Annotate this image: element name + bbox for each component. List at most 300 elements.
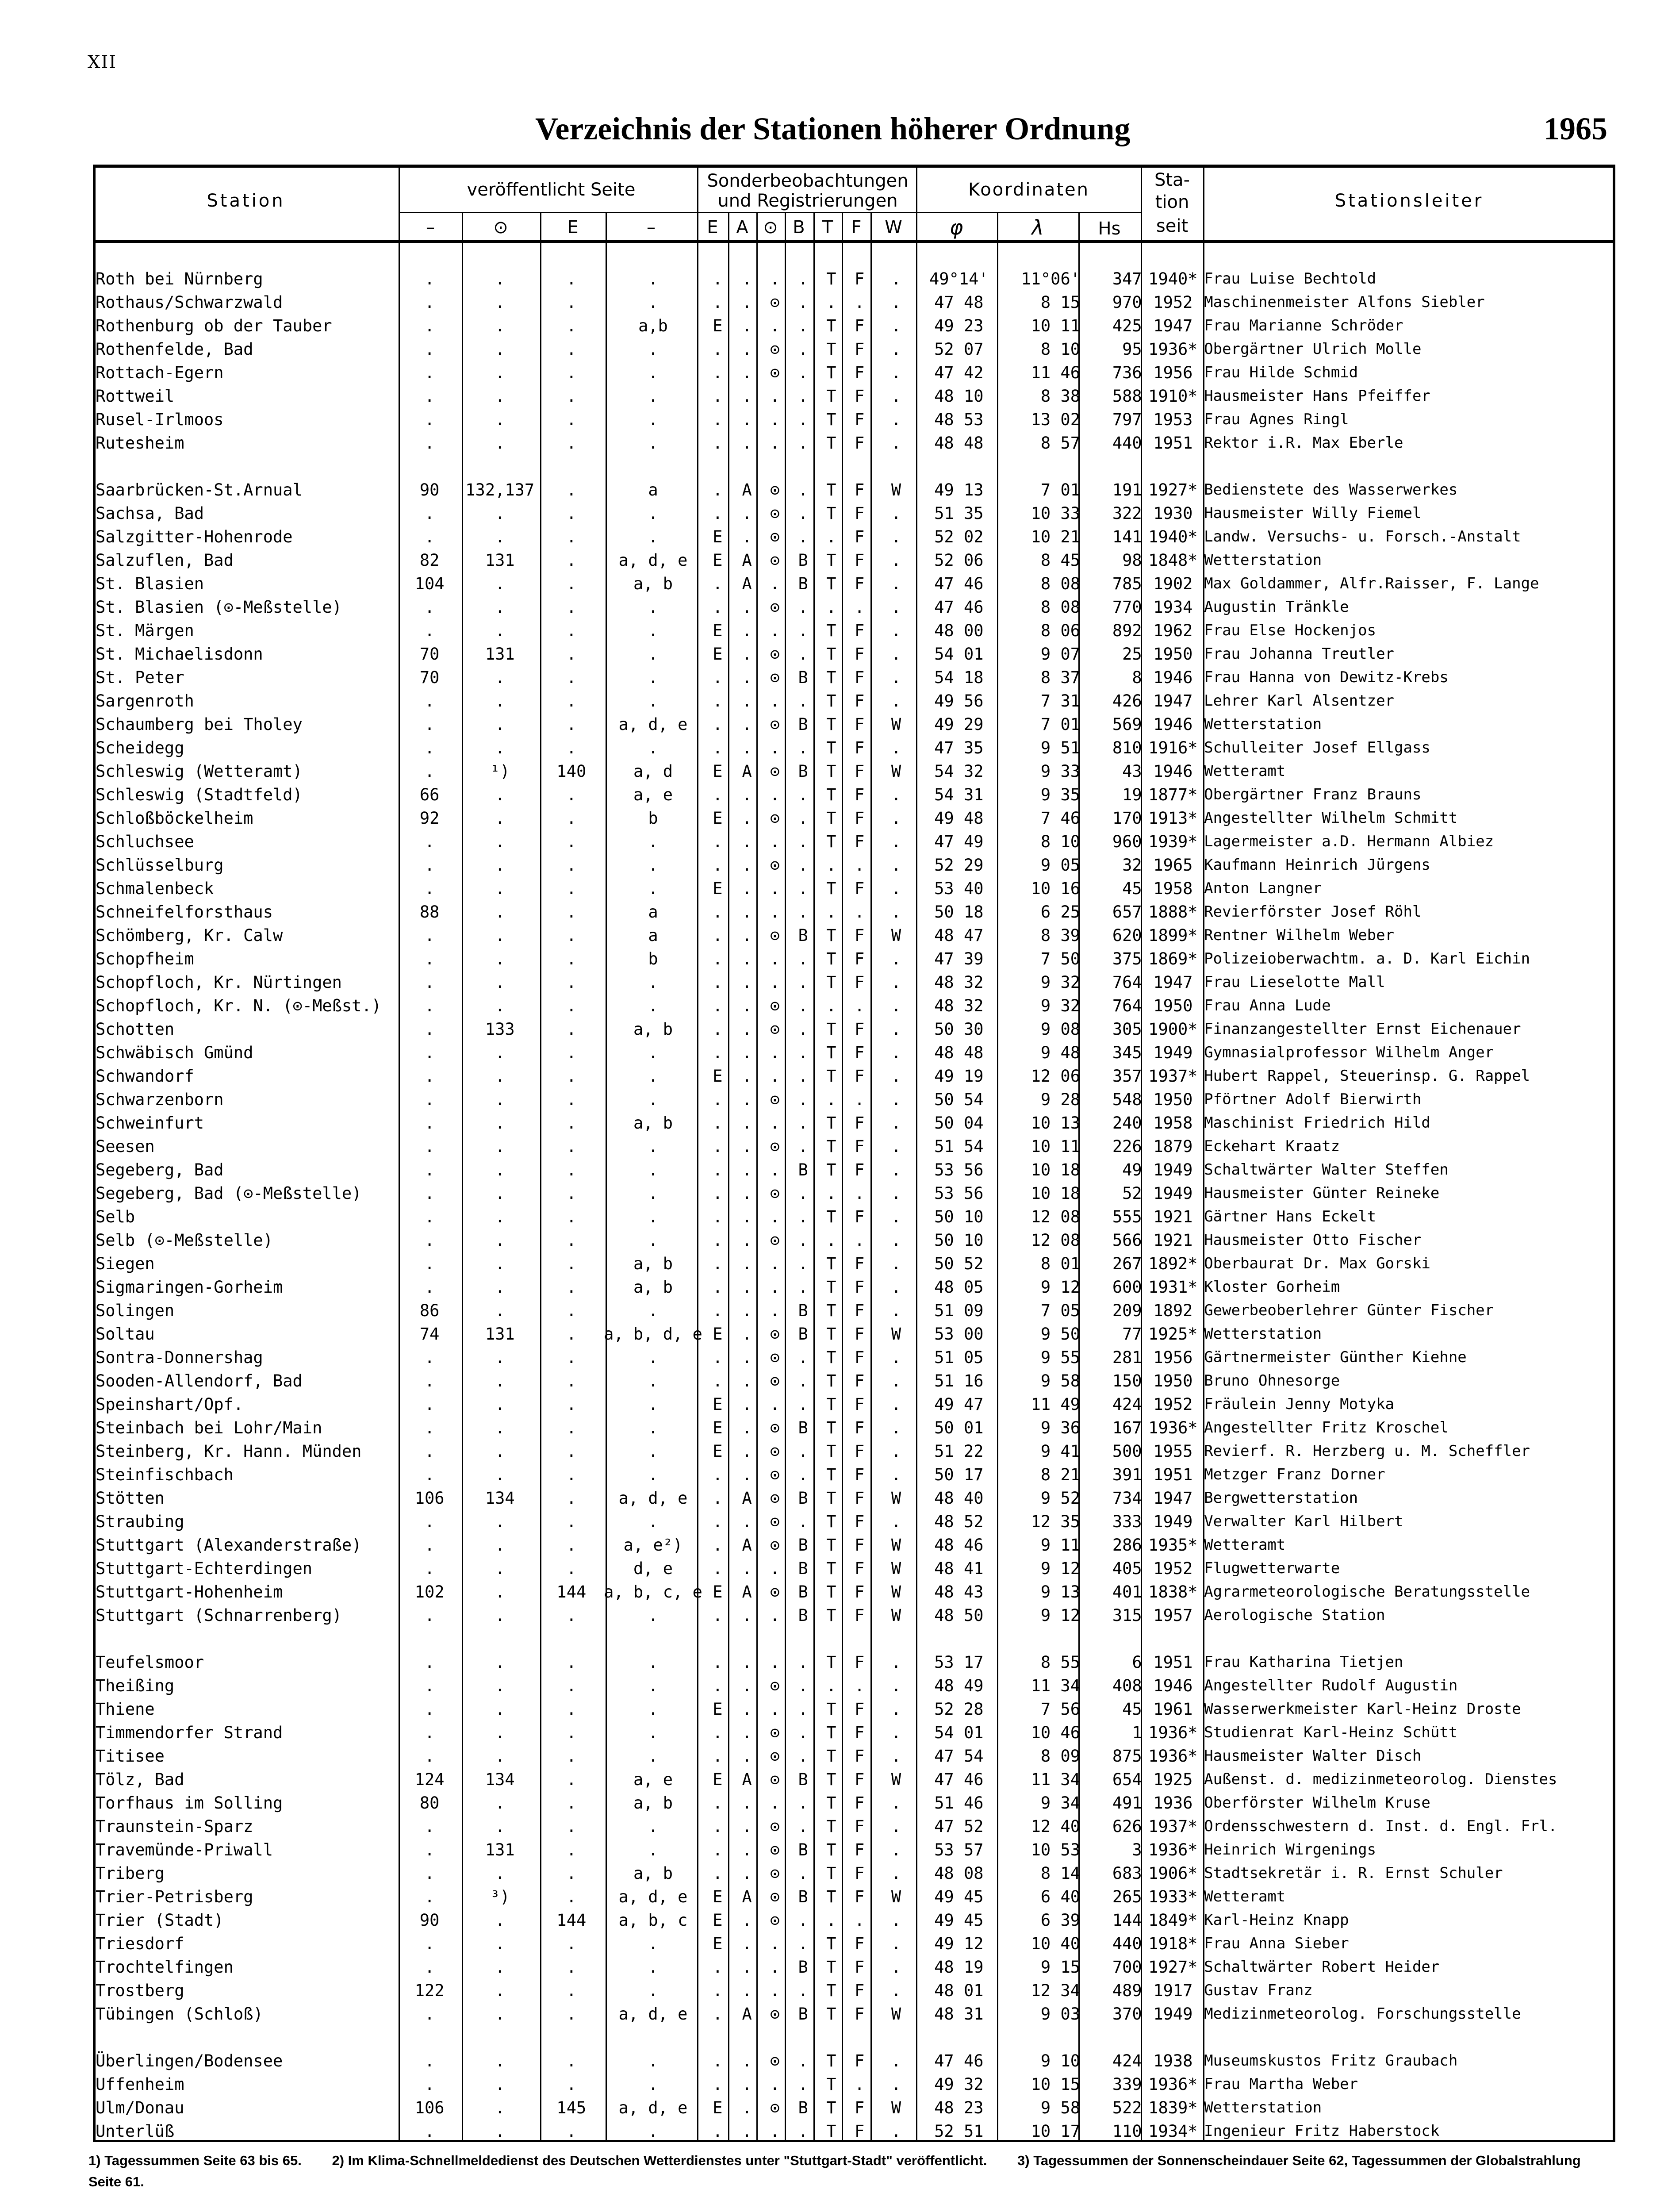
sp-f: F [854,1981,865,2000]
sp-f: F [854,949,865,968]
leader: Frau Lieselotte Mall [1204,973,1385,991]
pub-sun: . [495,856,505,875]
sp-e: E [713,2098,723,2117]
pub-extra: . [648,1067,658,1086]
sp-b: . [798,316,808,335]
latitude: 48 49 [934,1676,984,1695]
pub-sun: 131 [485,645,515,664]
leader: Schaltwärter Walter Steffen [1204,1161,1449,1179]
pub-sun: . [495,1676,505,1695]
sp-w: . [891,574,901,593]
since: 1949 [1153,1512,1193,1531]
pub-extra: . [648,1958,658,1977]
leader: Ordensschwestern d. Inst. d. Engl. Frl. [1204,1817,1557,1835]
table-header [96,168,1613,243]
leader: Maschinist Friedrich Hild [1204,1114,1430,1132]
sp-sun: ⊙ [770,1371,780,1390]
leader: Heinrich Wirgenings [1204,1841,1376,1859]
sp-b: B [798,1958,808,1977]
pub-e: . [566,1278,576,1297]
sp-a: . [742,387,752,406]
since: 1952 [1153,293,1193,312]
table-row [96,314,1613,338]
since: 1877* [1148,785,1198,804]
table-row [96,1580,1613,1604]
pub-sun: . [495,598,505,617]
sp-t: T [826,1418,836,1437]
pub-tables: . [424,316,435,335]
header-special-1: Sonderbeobachtungen [707,171,909,191]
height: 347 [1112,269,1142,288]
sp-b: B [798,715,808,734]
sp-w: . [891,1020,901,1039]
since: 1899* [1148,926,1198,945]
table-row [96,1955,1613,1979]
height: 500 [1112,1442,1142,1461]
since: 1900* [1148,1020,1198,1039]
sp-b: . [798,1184,808,1203]
sp-a: A [742,1887,752,1906]
sp-e: . [713,1160,723,1179]
height: 654 [1112,1770,1142,1789]
sp-w: . [891,1465,901,1484]
table-row [96,2002,1613,2026]
since: 1947 [1153,691,1193,710]
sp-f: F [854,1559,865,1578]
sp-t: T [826,1114,836,1133]
sp-b: B [798,1418,808,1437]
header-height: Hs [1098,219,1121,239]
since: 1917 [1153,1981,1193,2000]
sp-f: F [854,1489,865,1508]
height: 98 [1122,551,1142,570]
leader: Revierförster Josef Röhl [1204,903,1422,921]
station-name: Steinberg, Kr. Hann. Münden [96,1442,362,1461]
header-sp-b: B [793,217,805,238]
leader: Hausmeister Günter Reineke [1204,1184,1440,1202]
since: 1947 [1153,973,1193,992]
sp-f: F [854,1278,865,1297]
pub-tables: . [424,1254,435,1273]
latitude: 48 47 [934,926,984,945]
sp-w: . [891,1981,901,2000]
sp-t: T [826,1254,836,1273]
pub-sun: . [495,1278,505,1297]
sp-e: . [713,668,723,687]
pub-sun: . [495,1536,505,1555]
sp-a: . [742,363,752,382]
sp-sun: ⊙ [770,1512,780,1531]
latitude: 50 30 [934,1020,984,1039]
latitude: 49 45 [934,1887,984,1906]
sp-w: W [891,1325,901,1344]
header-sp-f: F [851,217,862,238]
sp-sun: . [770,410,780,429]
longitude: 9 33 [1040,762,1080,781]
sp-a: . [742,1700,752,1719]
pub-e: . [566,1864,576,1883]
pub-tables: 90 [419,1911,440,1930]
sp-f: F [854,2051,865,2070]
sp-a: . [742,1723,752,1742]
sp-e: . [713,574,723,593]
sp-b: B [798,2098,808,2117]
header-sp-e: E [707,217,718,238]
pub-e: 144 [556,1582,587,1601]
pub-e: . [566,574,576,593]
sp-e: . [713,1747,723,1766]
sp-a: . [742,1090,752,1109]
sp-t: T [826,1489,836,1508]
leader: Frau Anna Sieber [1204,1935,1349,1952]
station-name: Salzgitter-Hohenrode [96,527,293,546]
station-name: Stuttgart (Alexanderstraße) [96,1536,362,1555]
pub-tables: . [424,1207,435,1226]
longitude: 11 49 [1031,1395,1080,1414]
longitude: 10 13 [1031,1114,1080,1133]
sp-w: . [891,1723,901,1742]
longitude: 10 16 [1031,879,1080,898]
latitude: 48 53 [934,410,984,429]
leader: Rektor i.R. Max Eberle [1204,434,1403,452]
longitude: 9 48 [1040,1043,1080,1062]
latitude: 48 23 [934,2098,984,2117]
sp-a: . [742,1231,752,1250]
sp-t: T [826,1887,836,1906]
since: 1952 [1153,1395,1193,1414]
pub-tables: . [424,715,435,734]
pub-tables: . [424,1676,435,1695]
leader: Angestellter Wilhelm Schmitt [1204,809,1458,827]
sp-f: F [854,269,865,288]
sp-t: T [826,1700,836,1719]
header-leader: Stationsleiter [1334,191,1484,211]
sp-f: . [854,598,865,617]
sp-a: . [742,902,752,922]
sp-a: . [742,598,752,617]
sp-b: . [798,434,808,453]
pub-sun: . [495,949,505,968]
sp-w: . [891,1442,901,1461]
since: 1947 [1153,1489,1193,1508]
pub-extra: . [648,1137,658,1156]
pub-tables: 86 [419,1301,440,1320]
height: 734 [1112,1489,1142,1508]
pub-sun: . [495,1418,505,1437]
height: 45 [1122,1700,1142,1719]
station-name: Schömberg, Kr. Calw [96,926,283,945]
sp-sun: ⊙ [770,1348,780,1367]
longitude: 8 10 [1040,832,1080,851]
table-row [96,502,1613,525]
pub-tables: 70 [419,668,440,687]
pub-tables: . [424,1090,435,1109]
sp-e: E [713,1442,723,1461]
pub-extra: a, e [633,1770,673,1789]
station-name: Schopfheim [96,949,194,968]
leader: Frau Luise Bechtold [1204,270,1376,288]
table-row [96,1275,1613,1299]
sp-a: . [742,434,752,453]
latitude: 48 01 [934,1981,984,2000]
longitude: 9 08 [1040,1020,1080,1039]
leader: Stadtsekretär i. R. Ernst Schuler [1204,1864,1503,1882]
leader: Frau Hilde Schmid [1204,364,1358,381]
pub-e: . [566,809,576,828]
sp-e: E [713,762,723,781]
sp-a: . [742,410,752,429]
table-row [96,1486,1613,1510]
sp-t: T [826,480,836,499]
pub-tables: . [424,1747,435,1766]
height: 167 [1112,1418,1142,1437]
sp-e: . [713,598,723,617]
sp-b: . [798,738,808,757]
sp-w: . [891,1911,901,1930]
sp-e: . [713,902,723,922]
footnote-3: 3) Tagessummen der Sonnenscheindauer Seite 62, Tagessummen der Globalstrahlung Seite 61. [88,2153,1581,2189]
pub-e: . [566,668,576,687]
leader: Hubert Rappel, Steuerinsp. G. Rappel [1204,1067,1530,1085]
sp-w: . [891,1067,901,1086]
sp-w: W [891,926,901,945]
sp-b: . [798,1911,808,1930]
sp-e: . [713,1958,723,1977]
sp-sun: . [770,1067,780,1086]
sp-w: . [891,1043,901,1062]
sp-f: F [854,1723,865,1742]
longitude: 9 10 [1040,2051,1080,2070]
since: 1946 [1153,668,1193,687]
sp-f: F [854,1325,865,1344]
height: 566 [1112,1231,1142,1250]
latitude: 54 01 [934,1723,984,1742]
sp-sun: . [770,1301,780,1320]
sp-e: . [713,856,723,875]
table-row [96,783,1613,806]
height: 555 [1112,1207,1142,1226]
sp-b: . [798,2122,808,2141]
pub-sun: . [495,1934,505,1953]
station-name: Selb [96,1207,135,1226]
pub-extra: . [648,598,658,617]
sp-b: . [798,645,808,664]
latitude: 50 04 [934,1114,984,1133]
sp-a: . [742,1864,752,1883]
height: 810 [1112,738,1142,757]
latitude: 49 48 [934,809,984,828]
since: 1937* [1148,1817,1198,1836]
pub-extra: a, b [633,1278,673,1297]
height: 424 [1112,1395,1142,1414]
height: 150 [1112,1371,1142,1390]
sp-t: T [826,387,836,406]
sp-b: . [798,410,808,429]
pub-tables: . [424,1512,435,1531]
sp-a: . [742,1958,752,1977]
sp-sun: . [770,1934,780,1953]
sp-t: . [826,293,836,312]
pub-extra: a [648,902,658,922]
sp-t: T [826,1043,836,1062]
station-name: St. Peter [96,668,184,687]
sp-f: F [854,1301,865,1320]
pub-tables: . [424,996,435,1015]
longitude: 11 34 [1031,1770,1080,1789]
station-name: Sargenroth [96,691,194,710]
sp-b: B [798,762,808,781]
height: 620 [1112,926,1142,945]
pub-e: . [566,410,576,429]
sp-f: F [854,785,865,804]
since: 1925 [1153,1770,1193,1789]
since: 1937* [1148,1067,1198,1086]
leader: Pförtner Adolf Bierwirth [1204,1091,1422,1108]
sp-w: . [891,1653,901,1672]
sp-e: . [713,269,723,288]
sp-b: . [798,480,808,499]
station-name: Schluchsee [96,832,194,851]
sp-a: . [742,1418,752,1437]
sp-w: . [891,387,901,406]
table-row [96,900,1613,924]
height: 626 [1112,1817,1142,1836]
latitude: 50 10 [934,1231,984,1250]
pub-tables: . [424,527,435,546]
longitude: 9 41 [1040,1442,1080,1461]
pub-e: . [566,1723,576,1742]
sp-t: T [826,574,836,593]
sp-e: . [713,363,723,382]
pub-tables: 102 [414,1582,445,1601]
height: 491 [1112,1793,1142,1813]
table-row [96,1674,1613,1697]
sp-t: T [826,2075,836,2094]
height: 522 [1112,2098,1142,2117]
pub-sun: ³) [490,1887,510,1906]
pub-tables: . [424,1442,435,1461]
leader: Landw. Versuchs- u. Forsch.-Anstalt [1204,528,1521,545]
sp-w: . [891,1184,901,1203]
pub-sun: 134 [485,1489,515,1508]
pub-sun: . [495,1981,505,2000]
sp-b: . [798,387,808,406]
sp-b: B [798,1559,808,1578]
pub-sun: . [495,1793,505,1813]
table-row [96,1697,1613,1721]
sp-b: . [798,2051,808,2070]
longitude: 9 34 [1040,1793,1080,1813]
pub-tables: 92 [419,809,440,828]
sp-sun: . [770,1958,780,1977]
height: 960 [1112,832,1142,851]
table-row [96,478,1613,502]
sp-f: F [854,480,865,499]
height: 226 [1112,1137,1142,1156]
height: 95 [1122,340,1142,359]
pub-extra: . [648,1184,658,1203]
sp-a: . [742,1184,752,1203]
sp-sun: . [770,1278,780,1297]
sp-sun: ⊙ [770,856,780,875]
pub-e: . [566,1020,576,1039]
table-gap [96,1627,1613,1651]
station-name: Selb (⊙-Meßstelle) [96,1231,273,1250]
sp-b: B [798,574,808,593]
sp-b: B [798,668,808,687]
sp-w: . [891,1371,901,1390]
header-pub-dash: – [426,217,435,238]
sp-sun: . [770,785,780,804]
leader: Oberbaurat Dr. Max Gorski [1204,1255,1430,1272]
latitude: 47 35 [934,738,984,757]
sp-f: F [854,1137,865,1156]
leader: Wetteramt [1204,1536,1286,1554]
page-number: XII [88,52,117,73]
sp-b: . [798,691,808,710]
latitude: 54 31 [934,785,984,804]
header-published: veröffentlicht Seite [467,180,636,200]
sp-e: E [713,1934,723,1953]
sp-b: B [798,1582,808,1601]
pub-tables: 104 [414,574,445,593]
sp-w: . [891,1278,901,1297]
pub-sun: ¹) [490,762,510,781]
station-name: Tübingen (Schloß) [96,2005,263,2024]
table-row [96,1862,1613,1885]
pub-extra: a, b [633,1114,673,1133]
sp-sun: . [770,1160,780,1179]
sp-e: E [713,1418,723,1437]
latitude: 47 39 [934,949,984,968]
pub-sun: . [495,1911,505,1930]
header-sp-t: T [822,217,833,238]
sp-sun: . [770,269,780,288]
pub-tables: 88 [419,902,440,922]
sp-b: B [798,1301,808,1320]
sp-e: . [713,504,723,523]
sp-t: T [826,738,836,757]
pub-extra: . [648,691,658,710]
pub-extra: a, d [633,762,673,781]
leader: Kaufmann Heinrich Jürgens [1204,856,1430,874]
sp-b: . [798,902,808,922]
pub-extra: a, b [633,1020,673,1039]
sp-b: . [798,621,808,640]
latitude: 52 51 [934,2122,984,2141]
pub-tables: . [424,504,435,523]
sp-t: T [826,973,836,992]
station-name: Solingen [96,1301,175,1320]
leader: Verwalter Karl Hilbert [1204,1513,1403,1530]
sp-t: . [826,1184,836,1203]
pub-e: . [566,2075,576,2094]
sp-e: . [713,1723,723,1742]
sp-b: . [798,1371,808,1390]
sp-w: . [891,551,901,570]
leader: Hausmeister Willy Fiemel [1204,504,1422,522]
pub-e: . [566,1536,576,1555]
since: 1936* [1148,340,1198,359]
sp-b: . [798,293,808,312]
leader: Angestellter Fritz Kroschel [1204,1419,1449,1436]
station-name: Rusel-Irlmoos [96,410,224,429]
sp-t: T [826,691,836,710]
sp-b: . [798,785,808,804]
sp-b: . [798,809,808,828]
pub-sun: . [495,2098,505,2117]
station-name: Roth bei Nürnberg [96,269,263,288]
